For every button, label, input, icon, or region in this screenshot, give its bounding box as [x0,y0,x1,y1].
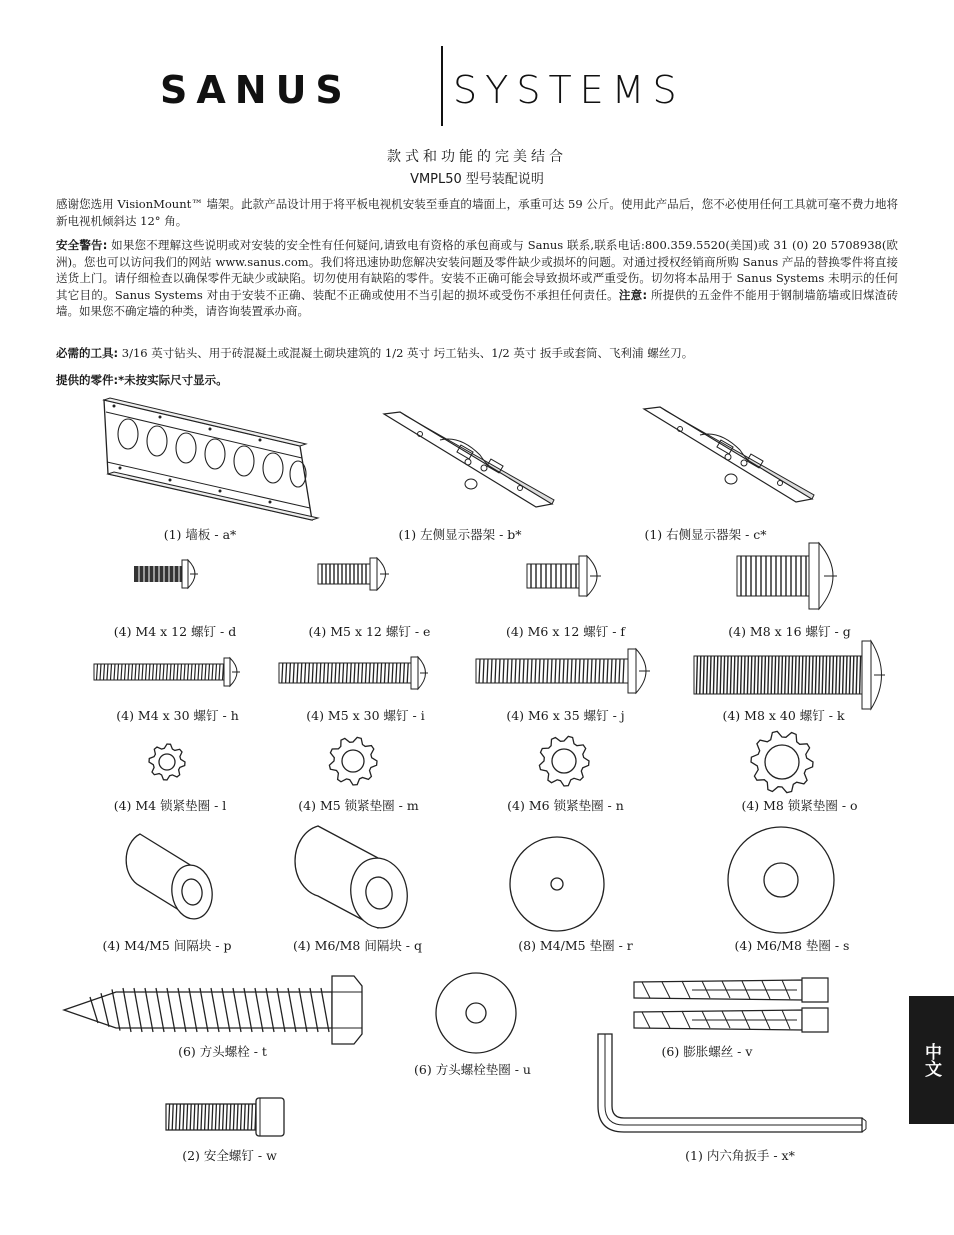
screw-m6x12-illustration [527,553,609,599]
document-title: VMPL50 型号装配说明 [410,172,544,187]
part-m-label: (4) M5 锁紧垫圈 - m [298,798,419,813]
part-h-label: (4) M4 x 30 螺钉 - h [116,708,239,723]
part-j-label: (4) M6 x 35 螺钉 - j [506,708,625,723]
screw-m8x40-illustration [694,638,890,712]
screw-m6x35-illustration [476,646,656,696]
tools-label: 必需的工具: [56,346,119,360]
note-label: 注意: [618,287,648,302]
lock-washer-m5-illustration [327,735,379,787]
spacer-m6m8-illustration [288,820,414,932]
intro-paragraph: 感谢您选用 VisionMount™ 墙架。此款产品设计用于将平板电视机安装至垂直的墙面上，承重可达 59 公斤。使用此产品后，您不必使用任何工具就可毫不费力地将新电视机倾斜达 12° 角。 [56,197,898,228]
part-f-label: (4) M6 x 12 螺钉 - f [505,624,626,639]
language-tab: 中文 [909,996,954,1124]
part-g-label: (4) M8 x 16 螺钉 - g [728,624,851,639]
part-s-label: (4) M6/M8 垫圈 - s [734,938,850,953]
part-b-label: (1) 左侧显示器架 - b* [398,527,522,542]
lock-washer-m4-illustration [147,742,187,782]
parts-heading: 提供的零件:*未按实际尺寸显示。 [56,373,228,387]
part-i-label: (4) M5 x 30 螺钉 - i [306,708,425,723]
logo-divider [441,46,443,126]
washer-m4m5-illustration [507,834,607,934]
note-text: 所提供的五金件不能用于钢制墙筋墙或旧煤渣砖墙。如果您不确定墙的种类，请咨询装置承办商。 [56,287,899,318]
part-t-label: (6) 方头螺栓 - t [178,1044,267,1059]
lock-washer-m6-illustration [537,734,591,788]
security-screw-illustration [166,1096,286,1138]
tools-paragraph [56,345,898,362]
lock-washer-m8-illustration [749,729,815,795]
part-o-label: (4) M8 锁紧垫圈 - o [741,798,858,813]
wall-plate-illustration [100,396,320,526]
screw-m8x16-illustration [737,540,849,612]
part-a-label: (1) 墙板 - a* [163,527,237,542]
lag-bolt-washer-illustration [434,971,518,1055]
part-l-label: (4) M4 锁紧垫圈 - l [113,798,227,813]
part-q-label: (4) M6/M8 间隔块 - q [292,938,423,953]
left-monitor-bracket-illustration [380,410,555,510]
hex-key-illustration [594,1030,870,1136]
washer-m6m8-illustration [725,824,837,936]
spacer-m4m5-illustration [118,828,218,924]
lag-bolt-illustration [64,970,364,1050]
part-u-label: (6) 方头螺栓垫圈 - u [414,1062,531,1077]
warning-label: 安全警告: [56,238,108,252]
part-e-label: (4) M5 x 12 螺钉 - e [308,624,431,639]
part-w-label: (2) 安全螺钉 - w [182,1148,277,1163]
screw-m4x12-illustration [134,556,204,592]
screw-m5x12-illustration [318,555,398,593]
part-n-label: (4) M6 锁紧垫圈 - n [507,798,624,813]
part-d-label: (4) M4 x 12 螺钉 - d [113,624,237,639]
expansion-anchors-illustration [632,974,832,1038]
logo-systems: SYSTEMS [453,68,685,112]
warning-text: 如果您不理解这些说明或对安装的安全性有任何疑问,请致电有资格的承包商或与 Sanus 联系,联系电话:800.359.5520(美国)或 31 (0) 20 5708938(欧洲)。您也可以访问我们的网站 www.sanus.com。我们将迅速协助您解决安装问题及零件缺少或损坏的问题。对通过授权经销商所购 Sanus 产品的替换零件将直接送货上门。请仔细检查以确保零件无缺少或缺陷。切勿使用有缺陷的零件。安装不正确可能会导致损坏或严重受伤。切勿将本品用于 Sanus Systems 未明示的任何其它目的。Sanus Systems 对由于安装不正确、装配不正确或使用不当引起的损坏或受伤不承担任何责任。 [56,238,898,302]
part-p-label: (4) M4/M5 间隔块 - p [102,938,232,953]
screw-m5x30-illustration [279,654,433,692]
part-c-label: (1) 右侧显示器架 - c* [644,527,767,542]
safety-warning-paragraph [56,237,898,320]
tools-text: 3/16 英寸钻头、用于砖混凝土或混凝土砌块建筑的 1/2 英寸 圬工钻头、1/2 英寸 扳手或套筒、飞利浦 螺丝刀。 [118,346,694,360]
part-k-label: (4) M8 x 40 螺钉 - k [722,708,845,723]
part-v-label: (6) 膨胀螺丝 - v [661,1044,753,1059]
logo-sanus: SANUS [160,68,352,112]
right-monitor-bracket-illustration [640,405,815,505]
part-x-label: (1) 内六角扳手 - x* [685,1148,795,1163]
part-r-label: (8) M4/M5 垫圈 - r [518,938,633,953]
screw-m4x30-illustration [94,655,246,689]
tagline: 款式和功能的完美结合 [387,149,567,165]
